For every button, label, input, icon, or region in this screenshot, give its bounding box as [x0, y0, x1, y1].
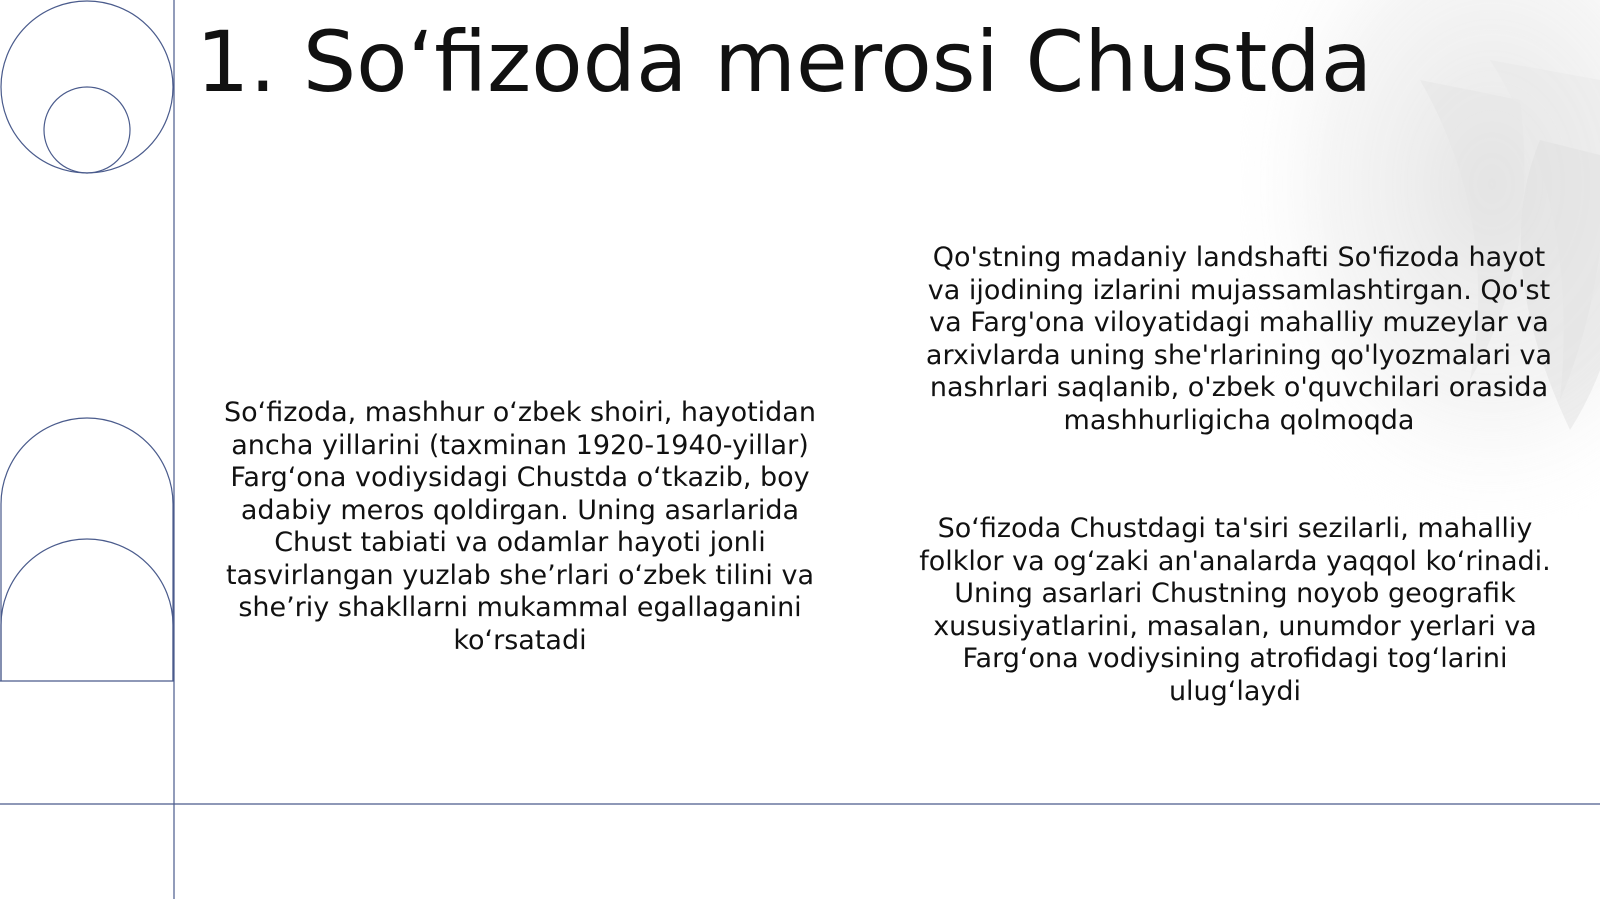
lower-arch-decoration [1, 539, 173, 681]
slide-title: 1. So‘fizoda merosi Chustda [196, 13, 1373, 111]
upper-arch-decoration [1, 418, 173, 681]
right-bottom-paragraph: So‘fizoda Chustdagi ta'siri sezilarli, mahalliy folklor va og‘zaki an'analarda yaqqol ko‘rinadi. Uning asarlari Chustning noyob geografik xususiyatlarini, masalan, unumdor yerlari va Farg‘ona vodiysining atrofidagi tog‘larini ulug‘laydi [919, 513, 1551, 707]
small-circle-decoration [44, 87, 130, 173]
left-paragraph: So‘fizoda, mashhur o‘zbek shoiri, hayotidan ancha yillarini (taxminan 1920-1940-yillar) Farg‘ona vodiysidagi Chustda o‘tkazib, boy adabiy meros qoldirgan. Uning asarlarida Chust tabiati va odamlar hayoti jonli tasvirlangan yuzlab she’rlari o‘zbek tilini va she’riy shakllarni mukammal egallaganini ko‘rsatadi [224, 397, 816, 656]
right-top-paragraph: Qo'stning madaniy landshafti So'fizoda hayot va ijodining izlarini mujassamlashtirgan. Qo'st va Farg'ona viloyatidagi mahalliy muzeylar va arxivlarda uning she'rlarining qo'lyozmalari va nashrlari saqlanib, o'zbek o'quvchilari orasida mashhurligicha qolmoqda [925, 242, 1553, 436]
